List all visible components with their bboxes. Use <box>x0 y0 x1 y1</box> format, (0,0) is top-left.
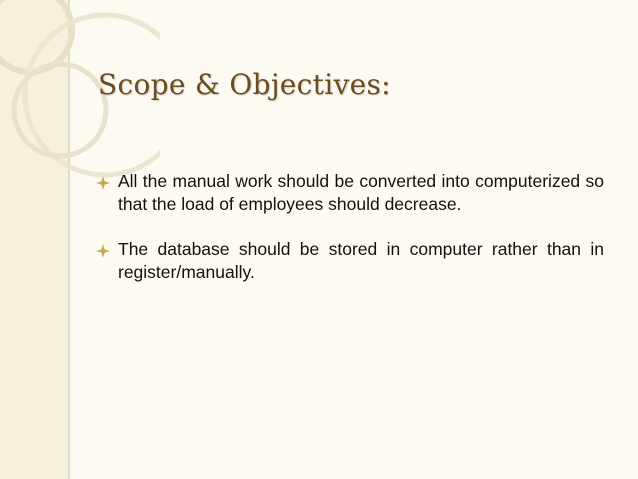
four-point-star-icon <box>96 244 118 266</box>
decorative-circle-top <box>0 0 72 72</box>
bullet-text: All the manual work should be converted into computerized so that the load of employees should decrease. <box>118 171 604 214</box>
four-point-star-icon <box>96 176 118 198</box>
bullet-list <box>96 170 604 306</box>
bullet-item <box>96 170 604 216</box>
slide-title: Scope & Objectives: <box>98 68 391 101</box>
bullet-text: The database should be stored in computer rather than in register/manually. <box>118 239 604 282</box>
bullet-item <box>96 238 604 284</box>
